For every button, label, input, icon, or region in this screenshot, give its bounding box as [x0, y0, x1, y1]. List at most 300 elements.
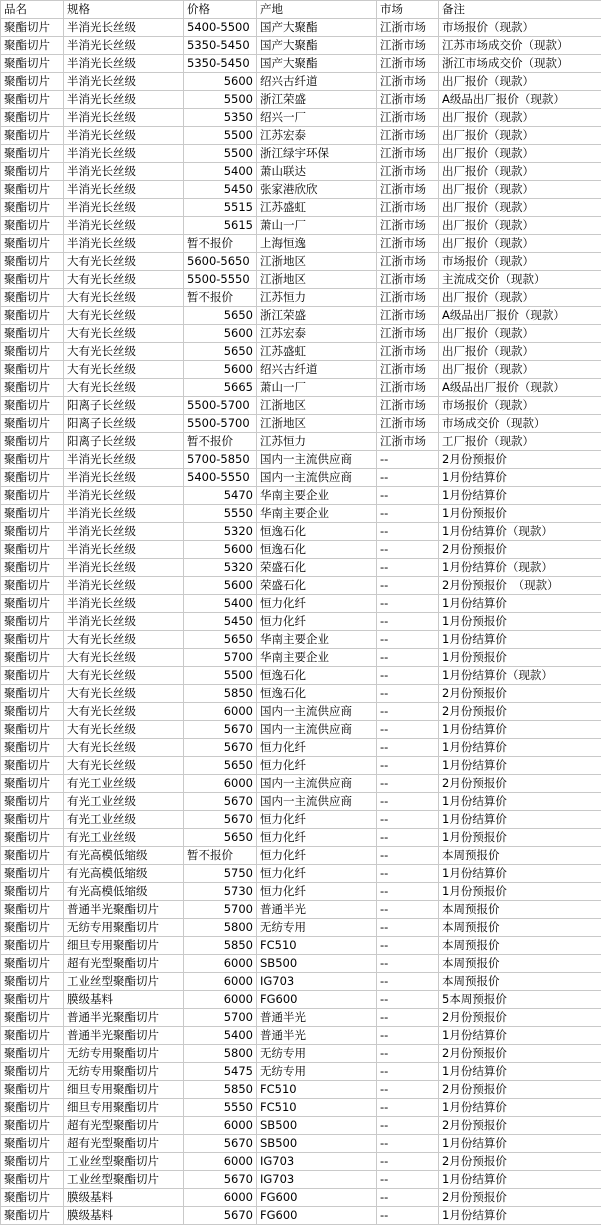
- cell-spec: 大有光长丝级: [64, 739, 184, 757]
- cell-spec: 半消光长丝级: [64, 91, 184, 109]
- cell-origin: 上海恒逸: [257, 235, 377, 253]
- cell-spec: 半消光长丝级: [64, 613, 184, 631]
- cell-market: --: [377, 1063, 439, 1081]
- cell-spec: 半消光长丝级: [64, 487, 184, 505]
- table-row: [1, 955, 601, 973]
- table-row: [1, 703, 601, 721]
- table-row: [1, 775, 601, 793]
- table-row: [1, 883, 601, 901]
- cell-spec: 大有光长丝级: [64, 721, 184, 739]
- cell-origin: 国内一主流供应商: [257, 469, 377, 487]
- cell-remark: 1月份结算价（现款）: [439, 523, 601, 541]
- table-body: [1, 19, 601, 1225]
- table-row: [1, 739, 601, 757]
- table-row: [1, 109, 601, 127]
- cell-market: --: [377, 1099, 439, 1117]
- table-row: [1, 865, 601, 883]
- cell-product: 聚酯切片: [1, 973, 64, 991]
- cell-market: --: [377, 847, 439, 865]
- cell-market: --: [377, 1135, 439, 1153]
- cell-product: 聚酯切片: [1, 685, 64, 703]
- table-row: [1, 1117, 601, 1135]
- cell-market: 江浙市场: [377, 361, 439, 379]
- cell-market: 江浙市场: [377, 307, 439, 325]
- cell-spec: 半消光长丝级: [64, 235, 184, 253]
- cell-product: 聚酯切片: [1, 1063, 64, 1081]
- cell-product: 聚酯切片: [1, 91, 64, 109]
- cell-product: 聚酯切片: [1, 217, 64, 235]
- cell-product: 聚酯切片: [1, 109, 64, 127]
- cell-price: 5320: [184, 559, 257, 577]
- cell-price: 5600: [184, 73, 257, 91]
- cell-product: 聚酯切片: [1, 1117, 64, 1135]
- cell-market: 江浙市场: [377, 55, 439, 73]
- cell-remark: 出厂报价（现款）: [439, 343, 601, 361]
- cell-spec: 无纺专用聚酯切片: [64, 1063, 184, 1081]
- cell-remark: 出厂报价（现款）: [439, 199, 601, 217]
- cell-price: 暂不报价: [184, 289, 257, 307]
- cell-price: 6000: [184, 991, 257, 1009]
- cell-spec: 大有光长丝级: [64, 307, 184, 325]
- cell-market: --: [377, 1027, 439, 1045]
- table-row: [1, 1099, 601, 1117]
- cell-price: 5400-5550: [184, 469, 257, 487]
- cell-price: 5550: [184, 505, 257, 523]
- cell-spec: 半消光长丝级: [64, 595, 184, 613]
- cell-remark: 市场报价（现款）: [439, 19, 601, 37]
- cell-origin: 浙江荣盛: [257, 307, 377, 325]
- cell-market: 江浙市场: [377, 343, 439, 361]
- cell-origin: IG703: [257, 973, 377, 991]
- cell-market: 江浙市场: [377, 235, 439, 253]
- cell-price: 5670: [184, 1207, 257, 1225]
- cell-remark: 1月份结算价: [439, 469, 601, 487]
- table-row: [1, 1153, 601, 1171]
- table-row: [1, 523, 601, 541]
- cell-origin: FC510: [257, 1099, 377, 1117]
- table-row: [1, 613, 601, 631]
- cell-origin: SB500: [257, 1135, 377, 1153]
- cell-remark: 1月份预报价: [439, 613, 601, 631]
- cell-price: 5670: [184, 1135, 257, 1153]
- cell-remark: 1月份结算价: [439, 631, 601, 649]
- cell-origin: 恒力化纤: [257, 811, 377, 829]
- cell-price: 5350-5450: [184, 37, 257, 55]
- header-spec: 规格: [64, 1, 184, 19]
- cell-product: 聚酯切片: [1, 415, 64, 433]
- cell-origin: 江浙地区: [257, 415, 377, 433]
- cell-price: 5475: [184, 1063, 257, 1081]
- cell-market: --: [377, 883, 439, 901]
- cell-market: --: [377, 1009, 439, 1027]
- cell-product: 聚酯切片: [1, 595, 64, 613]
- cell-remark: 出厂报价（现款）: [439, 109, 601, 127]
- cell-remark: 1月份结算价: [439, 757, 601, 775]
- table-row: [1, 1189, 601, 1207]
- header-origin: 产地: [257, 1, 377, 19]
- cell-product: 聚酯切片: [1, 145, 64, 163]
- cell-product: 聚酯切片: [1, 451, 64, 469]
- cell-price: 6000: [184, 1117, 257, 1135]
- cell-spec: 大有光长丝级: [64, 271, 184, 289]
- cell-spec: 大有光长丝级: [64, 649, 184, 667]
- header-row: [1, 1, 601, 19]
- cell-product: 聚酯切片: [1, 523, 64, 541]
- cell-price: 5600: [184, 541, 257, 559]
- cell-remark: 2月份预报价: [439, 451, 601, 469]
- cell-product: 聚酯切片: [1, 397, 64, 415]
- cell-market: 江浙市场: [377, 199, 439, 217]
- cell-remark: 出厂报价（现款）: [439, 325, 601, 343]
- cell-remark: 1月份结算价: [439, 1027, 601, 1045]
- cell-remark: 出厂报价（现款）: [439, 361, 601, 379]
- cell-remark: 1月份结算价: [439, 721, 601, 739]
- cell-market: --: [377, 469, 439, 487]
- cell-price: 5450: [184, 181, 257, 199]
- cell-spec: 半消光长丝级: [64, 73, 184, 91]
- cell-market: 江浙市场: [377, 217, 439, 235]
- cell-remark: 出厂报价（现款）: [439, 217, 601, 235]
- cell-product: 聚酯切片: [1, 631, 64, 649]
- cell-price: 暂不报价: [184, 235, 257, 253]
- cell-origin: 江苏恒力: [257, 433, 377, 451]
- table-row: [1, 577, 601, 595]
- cell-product: 聚酯切片: [1, 199, 64, 217]
- cell-market: --: [377, 649, 439, 667]
- cell-product: 聚酯切片: [1, 847, 64, 865]
- table-row: [1, 469, 601, 487]
- cell-product: 聚酯切片: [1, 811, 64, 829]
- cell-market: 江浙市场: [377, 289, 439, 307]
- cell-market: --: [377, 559, 439, 577]
- table-row: [1, 541, 601, 559]
- cell-price: 5670: [184, 793, 257, 811]
- cell-remark: 1月份结算价: [439, 793, 601, 811]
- cell-product: 聚酯切片: [1, 379, 64, 397]
- cell-product: 聚酯切片: [1, 613, 64, 631]
- cell-spec: 膜级基料: [64, 991, 184, 1009]
- cell-origin: 国内一主流供应商: [257, 793, 377, 811]
- cell-remark: 本周预报价: [439, 847, 601, 865]
- cell-market: 江浙市场: [377, 415, 439, 433]
- table-row: [1, 937, 601, 955]
- cell-remark: 1月份结算价（现款）: [439, 559, 601, 577]
- cell-product: 聚酯切片: [1, 883, 64, 901]
- cell-origin: 无纺专用: [257, 919, 377, 937]
- cell-origin: 普通半光: [257, 1009, 377, 1027]
- cell-price: 6000: [184, 1189, 257, 1207]
- cell-market: 江浙市场: [377, 181, 439, 199]
- cell-market: 江浙市场: [377, 379, 439, 397]
- cell-origin: 普通半光: [257, 901, 377, 919]
- cell-price: 5500-5550: [184, 271, 257, 289]
- cell-market: 江浙市场: [377, 325, 439, 343]
- cell-product: 聚酯切片: [1, 721, 64, 739]
- cell-spec: 有光高模低缩级: [64, 883, 184, 901]
- cell-origin: 张家港欣欣: [257, 181, 377, 199]
- cell-origin: 无纺专用: [257, 1063, 377, 1081]
- cell-remark: 2月份预报价: [439, 1117, 601, 1135]
- cell-price: 5650: [184, 757, 257, 775]
- cell-remark: 市场报价（现款）: [439, 397, 601, 415]
- cell-spec: 有光高模低缩级: [64, 865, 184, 883]
- cell-remark: 市场报价（现款）: [439, 253, 601, 271]
- cell-origin: 恒力化纤: [257, 847, 377, 865]
- table-row: [1, 37, 601, 55]
- cell-price: 5470: [184, 487, 257, 505]
- cell-remark: 1月份结算价: [439, 595, 601, 613]
- table-row: [1, 397, 601, 415]
- cell-price: 5650: [184, 343, 257, 361]
- cell-price: 5670: [184, 811, 257, 829]
- cell-spec: 有光高模低缩级: [64, 847, 184, 865]
- cell-product: 聚酯切片: [1, 289, 64, 307]
- cell-origin: FC510: [257, 937, 377, 955]
- cell-price: 5665: [184, 379, 257, 397]
- cell-product: 聚酯切片: [1, 937, 64, 955]
- cell-product: 聚酯切片: [1, 1189, 64, 1207]
- cell-market: --: [377, 919, 439, 937]
- cell-price: 5550: [184, 1099, 257, 1117]
- cell-price: 5320: [184, 523, 257, 541]
- cell-spec: 细旦专用聚酯切片: [64, 1081, 184, 1099]
- cell-product: 聚酯切片: [1, 1099, 64, 1117]
- cell-price: 5615: [184, 217, 257, 235]
- cell-remark: 出厂报价（现款）: [439, 235, 601, 253]
- cell-remark: 本周预报价: [439, 955, 601, 973]
- cell-spec: 半消光长丝级: [64, 37, 184, 55]
- cell-spec: 有光工业丝级: [64, 829, 184, 847]
- cell-origin: 华南主要企业: [257, 487, 377, 505]
- cell-price: 5800: [184, 919, 257, 937]
- cell-remark: 出厂报价（现款）: [439, 163, 601, 181]
- cell-market: --: [377, 757, 439, 775]
- cell-price: 6000: [184, 973, 257, 991]
- cell-product: 聚酯切片: [1, 1081, 64, 1099]
- table-row: [1, 271, 601, 289]
- cell-price: 5650: [184, 631, 257, 649]
- cell-product: 聚酯切片: [1, 1045, 64, 1063]
- cell-market: --: [377, 523, 439, 541]
- header-price: 价格: [184, 1, 257, 19]
- cell-market: --: [377, 451, 439, 469]
- cell-product: 聚酯切片: [1, 829, 64, 847]
- cell-price: 暂不报价: [184, 847, 257, 865]
- table-row: [1, 19, 601, 37]
- table-row: [1, 325, 601, 343]
- cell-price: 5700: [184, 901, 257, 919]
- cell-origin: IG703: [257, 1171, 377, 1189]
- cell-origin: FG600: [257, 1189, 377, 1207]
- cell-remark: 浙江市场成交价（现款）: [439, 55, 601, 73]
- table-row: [1, 1081, 601, 1099]
- cell-remark: 1月份预报价: [439, 883, 601, 901]
- table-row: [1, 685, 601, 703]
- table-row: [1, 757, 601, 775]
- cell-spec: 普通半光聚酯切片: [64, 1027, 184, 1045]
- cell-price: 6000: [184, 955, 257, 973]
- cell-price: 暂不报价: [184, 433, 257, 451]
- cell-origin: 浙江荣盛: [257, 91, 377, 109]
- cell-market: --: [377, 1045, 439, 1063]
- cell-price: 5730: [184, 883, 257, 901]
- table-row: [1, 901, 601, 919]
- cell-market: 江浙市场: [377, 109, 439, 127]
- cell-price: 5500-5700: [184, 397, 257, 415]
- cell-origin: 普通半光: [257, 1027, 377, 1045]
- cell-market: --: [377, 505, 439, 523]
- cell-spec: 阳离子长丝级: [64, 415, 184, 433]
- cell-market: 江浙市场: [377, 37, 439, 55]
- cell-spec: 膜级基料: [64, 1189, 184, 1207]
- cell-origin: SB500: [257, 1117, 377, 1135]
- cell-market: --: [377, 829, 439, 847]
- table-row: [1, 721, 601, 739]
- cell-price: 5600: [184, 577, 257, 595]
- cell-market: --: [377, 865, 439, 883]
- cell-market: 江浙市场: [377, 73, 439, 91]
- cell-product: 聚酯切片: [1, 757, 64, 775]
- table-row: [1, 811, 601, 829]
- cell-remark: 出厂报价（现款）: [439, 181, 601, 199]
- table-row: [1, 559, 601, 577]
- cell-spec: 工业丝型聚酯切片: [64, 1153, 184, 1171]
- cell-remark: 2月份预报价: [439, 1189, 601, 1207]
- table-row: [1, 487, 601, 505]
- cell-remark: 1月份结算价: [439, 739, 601, 757]
- cell-product: 聚酯切片: [1, 955, 64, 973]
- cell-spec: 半消光长丝级: [64, 523, 184, 541]
- cell-price: 5500: [184, 127, 257, 145]
- table-row: [1, 217, 601, 235]
- cell-market: --: [377, 739, 439, 757]
- cell-remark: 出厂报价（现款）: [439, 127, 601, 145]
- cell-product: 聚酯切片: [1, 73, 64, 91]
- cell-remark: 1月份结算价: [439, 1135, 601, 1153]
- cell-remark: 出厂报价（现款）: [439, 289, 601, 307]
- cell-spec: 半消光长丝级: [64, 127, 184, 145]
- cell-spec: 超有光型聚酯切片: [64, 1135, 184, 1153]
- cell-product: 聚酯切片: [1, 559, 64, 577]
- table-row: [1, 415, 601, 433]
- cell-product: 聚酯切片: [1, 361, 64, 379]
- cell-origin: 恒力化纤: [257, 613, 377, 631]
- table-row: [1, 361, 601, 379]
- cell-origin: 恒力化纤: [257, 757, 377, 775]
- table-row: [1, 1171, 601, 1189]
- table-row: [1, 433, 601, 451]
- cell-price: 5400: [184, 163, 257, 181]
- cell-market: 江浙市场: [377, 91, 439, 109]
- cell-spec: 大有光长丝级: [64, 289, 184, 307]
- cell-product: 聚酯切片: [1, 577, 64, 595]
- cell-price: 6000: [184, 703, 257, 721]
- cell-spec: 半消光长丝级: [64, 145, 184, 163]
- cell-product: 聚酯切片: [1, 1027, 64, 1045]
- cell-price: 5650: [184, 307, 257, 325]
- cell-market: --: [377, 1207, 439, 1225]
- cell-market: 江浙市场: [377, 271, 439, 289]
- table-row: [1, 505, 601, 523]
- cell-spec: 工业丝型聚酯切片: [64, 973, 184, 991]
- cell-origin: FC510: [257, 1081, 377, 1099]
- cell-market: --: [377, 1189, 439, 1207]
- cell-product: 聚酯切片: [1, 127, 64, 145]
- cell-product: 聚酯切片: [1, 1207, 64, 1225]
- cell-origin: FG600: [257, 991, 377, 1009]
- cell-origin: 国产大聚酯: [257, 55, 377, 73]
- cell-spec: 超有光型聚酯切片: [64, 955, 184, 973]
- cell-remark: 2月份预报价: [439, 1009, 601, 1027]
- cell-spec: 普通半光聚酯切片: [64, 901, 184, 919]
- cell-origin: 荣盛石化: [257, 577, 377, 595]
- cell-product: 聚酯切片: [1, 865, 64, 883]
- cell-spec: 半消光长丝级: [64, 217, 184, 235]
- cell-product: 聚酯切片: [1, 235, 64, 253]
- cell-market: --: [377, 991, 439, 1009]
- cell-spec: 有光工业丝级: [64, 775, 184, 793]
- cell-price: 5600-5650: [184, 253, 257, 271]
- cell-origin: 华南主要企业: [257, 631, 377, 649]
- table-row: [1, 199, 601, 217]
- cell-remark: 1月份结算价: [439, 1207, 601, 1225]
- cell-spec: 无纺专用聚酯切片: [64, 1045, 184, 1063]
- cell-spec: 半消光长丝级: [64, 163, 184, 181]
- table-row: [1, 73, 601, 91]
- cell-market: --: [377, 973, 439, 991]
- cell-market: --: [377, 1117, 439, 1135]
- cell-remark: 本周预报价: [439, 919, 601, 937]
- cell-market: 江浙市场: [377, 127, 439, 145]
- table-row: [1, 343, 601, 361]
- cell-price: 5500-5700: [184, 415, 257, 433]
- table-row: [1, 847, 601, 865]
- cell-remark: 2月份预报价: [439, 1153, 601, 1171]
- cell-spec: 无纺专用聚酯切片: [64, 919, 184, 937]
- cell-product: 聚酯切片: [1, 1135, 64, 1153]
- cell-product: 聚酯切片: [1, 19, 64, 37]
- table-row: [1, 649, 601, 667]
- cell-price: 5350-5450: [184, 55, 257, 73]
- cell-remark: 5本周预报价: [439, 991, 601, 1009]
- cell-origin: 恒逸石化: [257, 667, 377, 685]
- cell-origin: IG703: [257, 1153, 377, 1171]
- cell-market: --: [377, 667, 439, 685]
- cell-market: --: [377, 631, 439, 649]
- cell-product: 聚酯切片: [1, 739, 64, 757]
- table-row: [1, 451, 601, 469]
- cell-remark: 1月份结算价: [439, 865, 601, 883]
- cell-product: 聚酯切片: [1, 901, 64, 919]
- cell-origin: 国产大聚酯: [257, 37, 377, 55]
- cell-product: 聚酯切片: [1, 307, 64, 325]
- table-row: [1, 595, 601, 613]
- cell-spec: 半消光长丝级: [64, 541, 184, 559]
- cell-remark: 主流成交价（现款）: [439, 271, 601, 289]
- cell-price: 5750: [184, 865, 257, 883]
- table-row: [1, 1009, 601, 1027]
- cell-market: --: [377, 1081, 439, 1099]
- cell-price: 6000: [184, 1153, 257, 1171]
- table-row: [1, 793, 601, 811]
- cell-price: 5700-5850: [184, 451, 257, 469]
- cell-remark: 本周预报价: [439, 973, 601, 991]
- cell-origin: 恒逸石化: [257, 541, 377, 559]
- cell-market: --: [377, 577, 439, 595]
- cell-remark: 1月份预报价: [439, 829, 601, 847]
- cell-product: 聚酯切片: [1, 325, 64, 343]
- cell-remark: 1月份结算价（现款）: [439, 667, 601, 685]
